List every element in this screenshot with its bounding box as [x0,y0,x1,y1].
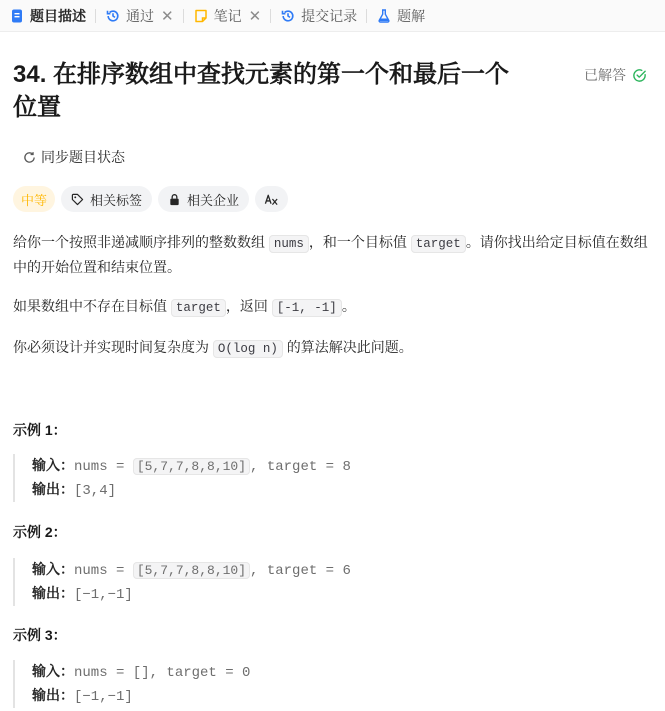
tab-label: 题解 [397,7,426,24]
input-label: 输入： [32,561,74,577]
example-input-line [32,454,653,478]
inline-code: [5,7,7,8,8,10] [133,458,250,475]
tab-submissions[interactable] [271,0,366,32]
output-value: [−1,−1] [74,689,133,705]
document-icon [9,8,25,24]
close-icon[interactable]: ✕ [248,7,262,25]
tab-bar [0,0,665,32]
related-companies-button[interactable] [158,186,249,212]
output-label: 输出： [32,687,74,703]
example-output-line [32,582,653,606]
description-text: ，返回 [225,298,272,314]
inline-code: target [411,235,466,253]
sync-label: 同步题目状态 [41,149,125,165]
tab-label: 通过 [126,7,154,24]
description-paragraph [13,336,653,361]
lock-icon [168,193,181,206]
description-text: ，和一个目标值 [308,234,411,250]
description-text: 给你一个按照非递减顺序排列的整数数组 [13,234,269,250]
input-value: nums = [74,563,133,579]
tag-row [13,186,294,212]
tab-notes[interactable] [184,0,271,32]
example-title: 示例 3： [13,627,67,643]
flask-icon [376,8,392,24]
example-input-line [32,660,653,684]
example-block [13,660,653,708]
tab-label: 题目描述 [30,7,86,24]
input-value: nums = [74,459,133,475]
related-tags-button[interactable] [61,186,152,212]
solved-label: 已解答 [584,67,626,83]
output-value: [−1,−1] [74,587,133,603]
title-line: 34. 在排序数组中查找元素的第一个和最后一个 [13,61,510,88]
history-icon [280,8,296,24]
check-circle-icon [632,68,647,83]
example-block [13,558,653,606]
inline-code: [-1, -1] [272,299,342,317]
related-companies-label: 相关企业 [187,192,240,208]
tab-label: 笔记 [213,7,242,24]
tag-icon [71,193,84,206]
inline-code: [5,7,7,8,8,10] [133,562,250,579]
tab-accepted[interactable] [96,0,183,32]
difficulty-label: 中等 [21,192,48,208]
input-value: , target = 8 [250,459,351,475]
input-label: 输入： [32,663,74,679]
translate-button[interactable] [255,186,288,212]
sync-status-button[interactable] [23,147,125,167]
description-paragraph [13,295,653,320]
related-tags-label: 相关标签 [90,192,143,208]
title-line: 位置 [13,94,61,121]
output-value: [3,4] [74,483,117,499]
inline-code: target [171,299,226,317]
solved-status [584,65,647,85]
description-text: 你必须设计并实现时间复杂度为 [13,339,213,355]
example-input-line [32,558,653,582]
input-label: 输入： [32,457,74,473]
example-title: 示例 2： [13,524,67,540]
example-block [13,454,653,502]
refresh-icon [23,151,36,164]
description-text: 的算法解决此问题。 [282,339,413,355]
page-title [13,58,568,124]
translate-icon [264,192,279,207]
description-text: 如果数组中不存在目标值 [13,298,171,314]
difficulty-badge[interactable] [13,186,55,212]
output-label: 输出： [32,585,74,601]
note-icon [193,8,209,24]
close-icon[interactable]: ✕ [161,7,174,25]
tab-description[interactable] [0,0,95,32]
input-value: nums = [], target = 0 [74,665,251,681]
output-label: 输出： [32,481,74,497]
example-title: 示例 1： [13,422,67,438]
inline-code: nums [269,235,309,253]
description-text: 。请你找出给定目标值在数组中的开始位置和结束位置。 [13,234,648,275]
description-text: 。 [341,298,356,314]
example-output-line [32,684,653,708]
example-output-line [32,478,653,502]
description-paragraph [13,231,653,279]
inline-code: O(log n) [213,340,283,358]
tab-solutions[interactable] [367,0,434,32]
input-value: , target = 6 [250,563,351,579]
history-icon [105,8,121,24]
tab-label: 提交记录 [301,7,358,24]
